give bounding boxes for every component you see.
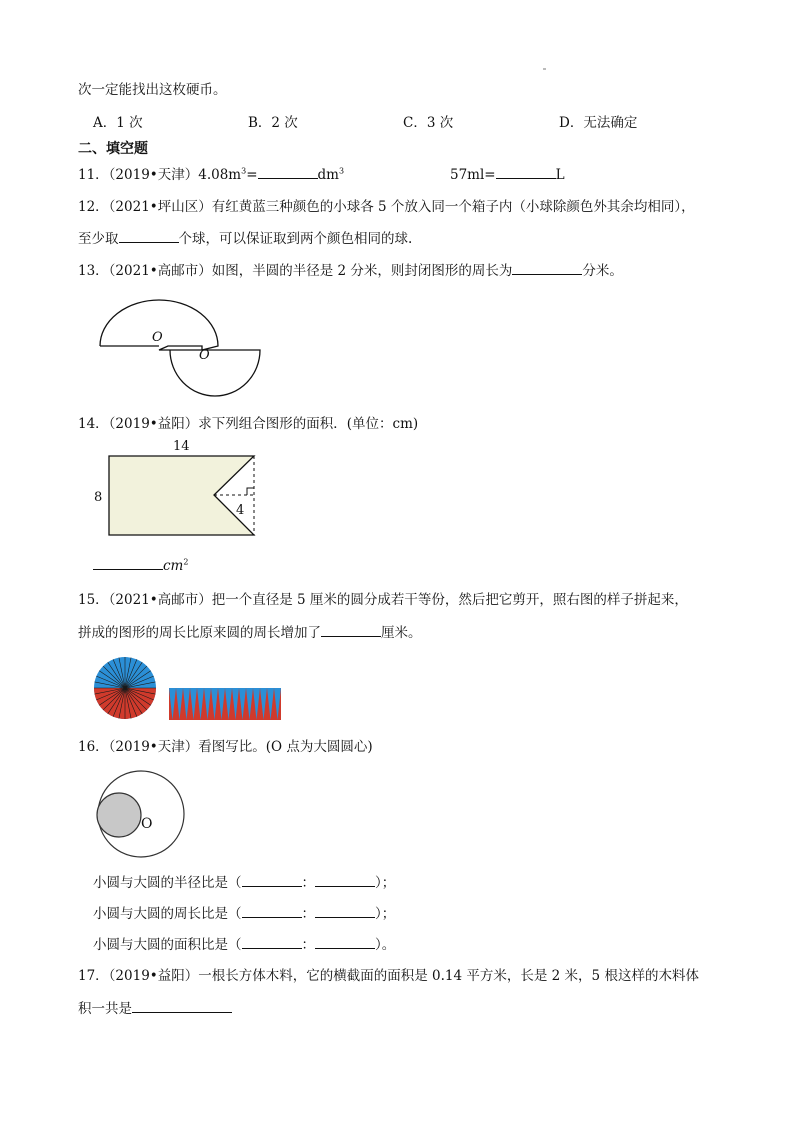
q12-line2	[78, 229, 412, 248]
q10-option-b: B．2 次	[248, 115, 298, 131]
section-title: 二、填空题	[78, 141, 148, 157]
q14-answer-blank[interactable]	[93, 556, 163, 570]
q12-answer-blank[interactable]	[119, 229, 179, 243]
q13-figure	[95, 295, 265, 400]
q16-row-2-post: ）；	[375, 906, 396, 922]
q17-line2-pre: 积一共是	[78, 1001, 132, 1017]
q10-option-d: D．无法确定	[559, 115, 638, 131]
q16-area-blank-b[interactable]	[315, 935, 375, 949]
q10-tail: 次一定能找出这枚硬币。	[78, 82, 227, 98]
q15-line2-post: 厘米。	[381, 625, 422, 641]
q14-dim-left: 8	[94, 490, 103, 505]
q16-label-o: O	[141, 816, 153, 832]
q10-option-c: C．3 次	[403, 115, 454, 131]
q11-sup1: 3	[241, 166, 247, 176]
q14-dim-right: 4	[236, 503, 245, 518]
q13-text-pre: 13．（2021•高邮市）如图，半圆的半径是 2 分米，则封闭图形的周长为	[78, 263, 513, 279]
q16-radius-blank-a[interactable]	[242, 873, 302, 887]
q16-figure	[95, 768, 187, 860]
q15-line2-pre: 拼成的图形的周长比原来圆的周长增加了	[78, 625, 321, 641]
q14-text: 14．（2019•益阳）求下列组合图形的面积．(单位：cm)	[78, 416, 419, 432]
q14-dim-top: 14	[173, 439, 190, 454]
q16-row-1-pre: 小圆与大圆的半径比是（	[93, 875, 242, 891]
q11-part1	[78, 165, 344, 184]
q11-part2	[450, 165, 565, 184]
q17-answer-blank[interactable]	[132, 999, 232, 1013]
q13-label-o2: O	[199, 348, 210, 363]
q14-unit-sup: 2	[183, 557, 189, 567]
q16-row-3-sep: ：	[301, 937, 315, 953]
q16-row-radius	[93, 873, 395, 892]
q11-eq: =	[246, 167, 258, 183]
q16-row-1-sep: ：	[301, 875, 315, 891]
q11-answer-blank-2[interactable]	[496, 165, 556, 179]
q16-circumference-blank-b[interactable]	[315, 904, 375, 918]
q13-text-post: 分米。	[582, 263, 623, 279]
q11-part2-unit: L	[555, 167, 565, 183]
q16-row-2-pre: 小圆与大圆的周长比是（	[93, 906, 242, 922]
q13-text	[78, 261, 623, 280]
q16-row-3-post: ）。	[375, 937, 396, 953]
q10-option-a: A．1 次	[93, 115, 143, 131]
scan-dot	[543, 68, 546, 70]
q11-sup2: 3	[338, 166, 345, 176]
q13-label-o1: O	[152, 330, 163, 345]
q11-unit: dm	[317, 167, 339, 183]
q16-circumference-blank-a[interactable]	[242, 904, 302, 918]
q12-line2-post: 个球，可以保证取到两个颜色相同的球.	[178, 231, 413, 247]
q15-line2	[78, 623, 422, 642]
q14-unit: cm	[163, 558, 184, 574]
q14-answer	[93, 556, 188, 575]
q11-answer-blank-1[interactable]	[258, 165, 318, 179]
q17-line1: 17．（2019•益阳）一根长方体木料，它的横截面的面积是 0.14 平方米，长是 2 米，5 根这样的木料体	[78, 968, 699, 984]
q16-row-circumference	[93, 904, 395, 923]
q13-answer-blank[interactable]	[512, 261, 582, 275]
q11-part2-label: 57ml=	[450, 167, 496, 183]
q16-radius-blank-b[interactable]	[315, 873, 375, 887]
q15-figure	[93, 655, 285, 723]
q16-text: 16．（2019•天津）看图写比。(O 点为大圆圆心)	[78, 739, 373, 755]
q16-row-1-post: ）；	[375, 875, 396, 891]
q11-prefix: 11．（2019•天津）4.08m	[78, 167, 242, 183]
q16-area-blank-a[interactable]	[242, 935, 302, 949]
q15-answer-blank[interactable]	[321, 623, 381, 637]
q16-row-2-sep: ：	[301, 906, 315, 922]
q15-spokes	[94, 657, 156, 719]
q17-line2	[78, 999, 232, 1018]
q14-figure	[108, 455, 258, 545]
q15-line1: 15．（2021•高邮市）把一个直径是 5 厘米的圆分成若干等份，然后把它剪开，照右图的样子拼起来，	[78, 592, 688, 608]
q12-line2-pre: 至少取	[78, 231, 119, 247]
q16-row-3-pre: 小圆与大圆的面积比是（	[93, 937, 242, 953]
q16-row-area	[93, 935, 395, 954]
q12-line1: 12．（2021•坪山区）有红黄蓝三种颜色的小球各 5 个放入同一个箱子内（小球除颜色外其余均相同），	[78, 199, 695, 215]
